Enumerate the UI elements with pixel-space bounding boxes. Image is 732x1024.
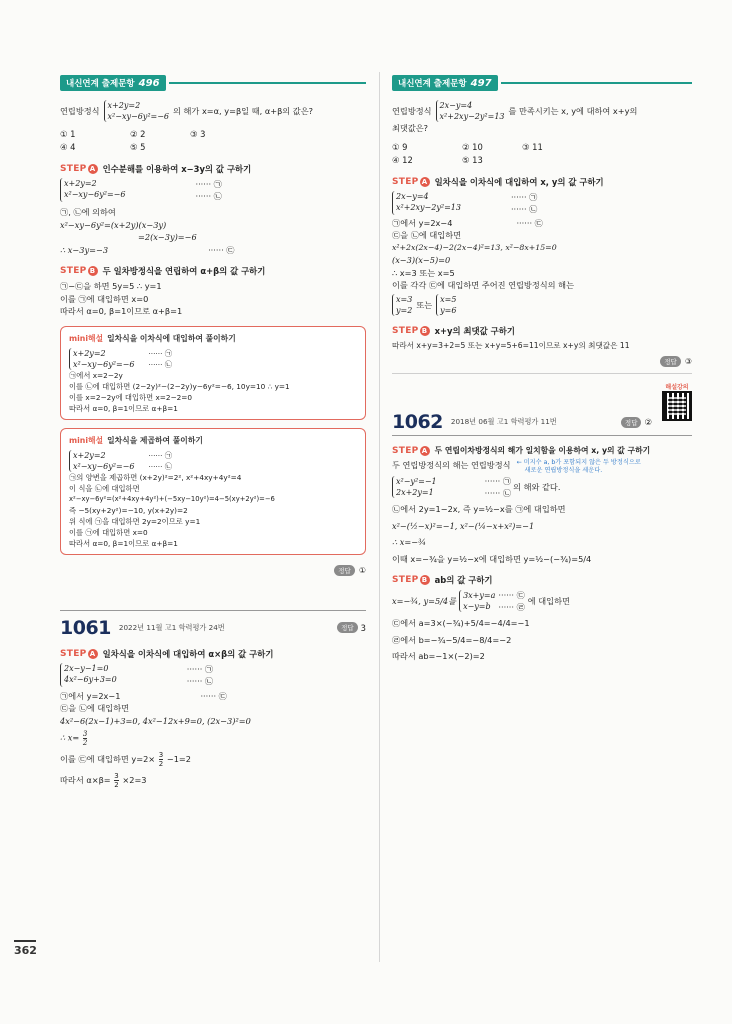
solution-line: ㉢을 ㉡에 대입하면 xyxy=(60,703,130,713)
problem-1061-header xyxy=(60,610,366,639)
equation-2: x²−xy−6y²=−6 xyxy=(73,359,135,369)
header-num: 497 xyxy=(470,77,492,89)
equation-1: 2x−y=4 xyxy=(396,191,429,201)
equation-system xyxy=(104,100,169,122)
step-tag-text: STEP xyxy=(392,325,419,336)
mini-line: 이를 x=2−2y에 대입하면 x=2−2=0 xyxy=(69,392,193,402)
step-letter: B xyxy=(420,326,430,336)
system-b-row xyxy=(392,589,692,613)
solution-line: x=−¾, y=5/4를 xyxy=(392,595,457,606)
equation-2: x²+2xy−2y²=13 xyxy=(396,202,461,212)
step-letter: B xyxy=(420,575,430,585)
equation-2: x²+2xy−2y²=13 xyxy=(439,112,505,121)
answer-pill: 정답 xyxy=(621,417,642,428)
system-497 xyxy=(392,191,692,215)
mark-1: ······ ㉠ xyxy=(148,450,173,460)
header-badge xyxy=(392,75,498,91)
equation-2: x²−xy−6y²=−6 xyxy=(73,461,135,471)
step-title: 일차식을 이차식에 대입하여 x, y의 값 구하기 xyxy=(434,176,604,187)
step-a-heading-497 xyxy=(392,176,692,188)
mark: ······ ㉢ xyxy=(516,217,543,228)
problem-number: 1061 xyxy=(60,616,111,639)
fraction xyxy=(114,772,118,789)
solution-line: ㉢을 ㉡에 대입하면 xyxy=(392,230,462,240)
mini-solution-1 xyxy=(60,326,366,420)
step-tag-text: STEP xyxy=(392,445,419,456)
solution-line: 두 연립방정식의 해는 연립방정식 xyxy=(392,460,511,470)
answer-value: ② xyxy=(644,417,652,427)
equation-marks xyxy=(485,475,511,499)
solution-line: 따라서 x+y=3+2=5 또는 x+y=5+6=11이므로 x+y의 최댓값은 11 xyxy=(392,340,630,350)
left-column xyxy=(60,74,366,789)
mark-2: ······ ㉡ xyxy=(148,461,173,471)
answer-496 xyxy=(60,565,366,576)
equation-system xyxy=(60,663,117,687)
mark-1: ······ ㉠ xyxy=(510,191,538,202)
mini-line: 따라서 α=0, β=1이므로 α+β=1 xyxy=(69,538,178,548)
step-title: x+y의 최댓값 구하기 xyxy=(434,325,515,336)
step-tag xyxy=(392,575,430,585)
header-badge xyxy=(60,75,166,91)
qr-wrap xyxy=(662,382,692,421)
question-496 xyxy=(60,100,366,122)
solution-x: x=5 xyxy=(440,294,457,304)
answer-value: ① xyxy=(358,565,366,575)
equation-2: x−y=b xyxy=(463,602,491,611)
problem-source: 2022년 11월 고1 학력평가 24번 xyxy=(118,622,225,632)
mini-title-text: 일차식을 제곱하여 풀이하기 xyxy=(107,435,203,445)
solution-line: ㉠, ㉡에 의하여 xyxy=(60,207,116,217)
step-title: 인수분해를 이용하여 x−3y의 값 구하기 xyxy=(102,164,252,174)
choice-5: ⑤ 5 xyxy=(130,142,146,152)
equation-2: x²−xy−6y²=−6 xyxy=(107,112,170,121)
choice-4: ④ 4 xyxy=(60,142,76,152)
denominator: 2 xyxy=(158,760,164,768)
solution-y: y=2 xyxy=(396,305,413,315)
step-tag-text: STEP xyxy=(60,648,87,659)
step-a-heading xyxy=(60,163,366,175)
solution-line: ∴ x=3 또는 x=5 xyxy=(392,267,455,278)
solution-line xyxy=(60,751,366,768)
step-tag xyxy=(60,164,98,174)
solution-2 xyxy=(436,294,456,316)
solution-line: x²+2x(2x−4)−2(2x−4)²=13, x²−8x+15=0 xyxy=(392,242,557,252)
solution-line: 따라서 α=0, β=1이므로 α+β=1 xyxy=(60,306,183,316)
mini-line: 이 식을 ㉡에 대입하면 xyxy=(69,483,140,493)
note-row xyxy=(392,459,692,475)
choice-3: ③ 3 xyxy=(190,129,206,139)
equation-2: 2x+2y=1 xyxy=(396,488,434,497)
step-tag-text: STEP xyxy=(392,575,419,585)
header-rule xyxy=(501,82,692,84)
mini-title xyxy=(69,435,357,446)
step-letter: A xyxy=(88,164,98,174)
denominator: 2 xyxy=(114,781,119,789)
equation-1: x+2y=2 xyxy=(73,450,106,460)
choice-5: ⑤ 13 xyxy=(462,154,483,165)
choices-496 xyxy=(60,128,366,154)
question-prefix: 연립방정식 xyxy=(60,106,100,116)
mark-1: ······ ㉠ xyxy=(186,663,214,674)
solution-suffix: 에 대입하면 xyxy=(527,596,570,606)
equation-marks xyxy=(148,450,172,472)
qr-label: 해설강의 xyxy=(665,384,689,391)
mark-1: ······ ㉠ xyxy=(148,348,173,358)
step-letter: A xyxy=(420,177,430,187)
mark-2: ······ ㉡ xyxy=(186,675,214,686)
section-rule xyxy=(392,373,692,374)
solution-line: ∴ x−3y=−3 xyxy=(60,244,109,255)
expr-text: 이를 ㉢에 대입하면 y=2× xyxy=(60,754,156,764)
solution-line: 이를 각각 ㉢에 대입하면 주어진 연립방정식의 해는 xyxy=(392,280,574,290)
mini-system xyxy=(69,348,357,370)
equation-marks xyxy=(148,348,172,370)
choice-1: ① 9 xyxy=(392,141,408,152)
choice-3: ③ 11 xyxy=(522,141,543,152)
step-title: 두 일차방정식을 연립하여 α+β의 값 구하기 xyxy=(102,266,266,276)
problem-source: 2018년 06월 고1 학력평가 11번 xyxy=(450,417,557,426)
note xyxy=(517,459,641,475)
mark-1: ······ ㉢ xyxy=(498,590,525,600)
header-label: 내신연계 출제문항 xyxy=(398,79,467,89)
header-496 xyxy=(60,74,366,92)
mark-2: ······ ㉣ xyxy=(498,602,525,612)
question-prefix: 연립방정식 xyxy=(392,106,432,116)
step-letter: A xyxy=(420,446,430,456)
choices-497 xyxy=(392,141,692,167)
step-title: ab의 값 구하기 xyxy=(434,575,493,585)
equation-1: x+2y=2 xyxy=(73,348,106,358)
mini-tag: mini해설 xyxy=(69,333,104,343)
solution-line-row xyxy=(392,217,692,230)
answer-pill: 정답 xyxy=(334,565,355,576)
system-a xyxy=(60,178,366,202)
choice-1: ① 1 xyxy=(60,129,76,139)
solution-line-row xyxy=(60,690,366,703)
equation-system xyxy=(436,100,505,122)
fraction xyxy=(159,751,163,768)
mini-line: ㉠에서 x=2−2y xyxy=(69,370,123,380)
note-line: ← 미지수 a, b가 포함되지 않은 두 방정식으로 xyxy=(516,459,641,466)
equation-system xyxy=(69,348,134,370)
fraction xyxy=(83,730,87,747)
expr-text: −1=2 xyxy=(166,754,191,764)
mini-system xyxy=(69,450,357,472)
solution-line: (x−3)(x−5)=0 xyxy=(392,255,451,265)
mini-line: 따라서 α=0, β=1이므로 α+β=1 xyxy=(69,403,178,413)
solution-line: ㉢에서 a=3×(−¾)+5/4=−4/4=−1 xyxy=(392,618,530,628)
step-letter: B xyxy=(88,266,98,276)
mini-line: 이를 ㉡에 대입하면 (2−2y)²−(2−2y)y−6y²=−6, 10y=10 ∴ y=1 xyxy=(69,381,290,391)
solution-line: 이때 x=−¾을 y=½−x에 대입하면 y=½−(−¾)=5/4 xyxy=(392,553,592,564)
system-1062 xyxy=(392,475,692,499)
expr-text: ∴ x= xyxy=(60,732,80,743)
numerator: 3 xyxy=(158,751,164,759)
mini-tag: mini해설 xyxy=(69,435,104,445)
step-b-heading-497 xyxy=(392,325,692,337)
question-497 xyxy=(392,100,692,122)
choice-2: ② 10 xyxy=(462,141,483,152)
equation-marks xyxy=(511,191,537,215)
mark: ······ ㉢ xyxy=(208,244,235,255)
mini-line: 즉 −5(xy+2y²)=−10, y(x+2y)=2 xyxy=(69,505,188,515)
right-column xyxy=(392,74,692,663)
solution-line: ㉠−㉢을 하면 5y=5 ∴ y=1 xyxy=(60,281,162,291)
step-title: 두 연립이차방정식의 해가 일치함을 이용하여 x, y의 값 구하기 xyxy=(434,446,651,455)
mark-2: ······ ㉡ xyxy=(148,359,173,369)
solution-line: ∴ x=−¾ xyxy=(392,537,427,547)
step-a-heading-1061 xyxy=(60,648,366,660)
equation-system xyxy=(392,476,437,498)
equation-1: x+2y=2 xyxy=(107,101,141,110)
step-b-heading-1062 xyxy=(392,574,692,586)
problem-answer xyxy=(337,622,366,633)
mini-line: 위 식에 ㉠을 대입하면 2y=2이므로 y=1 xyxy=(69,516,201,526)
denominator: 2 xyxy=(82,739,88,747)
header-rule xyxy=(169,82,366,84)
note-line: 새로운 연립방정식을 세운다. xyxy=(524,467,603,474)
solution-line: ㉠에서 y=2x−1 xyxy=(60,690,121,701)
mark-1: ······ ㉠ xyxy=(195,179,222,189)
qr-code-icon[interactable] xyxy=(662,391,692,421)
solution-line: x²−(½−x)²=−1, x²−(¼−x+x²)=−1 xyxy=(392,520,535,531)
equation-1: 2x−y=4 xyxy=(439,101,473,110)
step-tag-text: STEP xyxy=(60,164,87,174)
numerator: 3 xyxy=(82,730,88,738)
mini-solution-2 xyxy=(60,428,366,555)
equation-system xyxy=(459,590,495,612)
solution-pair xyxy=(392,294,692,316)
step-b-heading xyxy=(60,265,366,277)
step-tag xyxy=(392,177,430,187)
column-divider xyxy=(379,72,380,962)
mini-title xyxy=(69,333,357,344)
equation-1: x+2y=2 xyxy=(64,179,97,188)
solution-line: 4x²−6(2x−1)+3=0, 4x²−12x+9=0, (2x−3)²=0 xyxy=(60,715,251,726)
mark-2: ······ ㉡ xyxy=(510,203,538,214)
question-suffix-2: 최댓값은? xyxy=(392,123,428,133)
answer-pill: 정답 xyxy=(660,356,681,367)
mini-line: x²−xy−6y²=(x²+4xy+4y²)+(−5xy−10y²)=4−5(xy+2y²)=−6 xyxy=(69,494,275,503)
equation-marks xyxy=(195,178,221,202)
question-suffix: 의 해가 x=α, y=β일 때, α+β의 값은? xyxy=(173,106,313,116)
mini-line: 이를 ㉠에 대입하면 x=0 xyxy=(69,527,148,537)
solution-line: ㉡에서 2y=1−2x, 즉 y=½−x를 ㉠에 대입하면 xyxy=(392,504,566,514)
solution-line xyxy=(60,730,366,747)
system-1061 xyxy=(60,663,366,687)
mark-2: ······ ㉡ xyxy=(484,488,512,498)
expr-text: ×2=3 xyxy=(122,775,147,785)
solution-y: y=6 xyxy=(440,305,457,315)
step-title: 일차식을 이차식에 대입하여 α×β의 값 구하기 xyxy=(102,648,274,659)
equation-marks xyxy=(498,589,524,613)
system-suffix: 의 해와 같다. xyxy=(513,482,561,492)
mark-1: ······ ㉠ xyxy=(484,476,512,486)
equation-2: x²−xy−6y²=−6 xyxy=(64,190,126,199)
solution-x: x=3 xyxy=(396,294,413,304)
numerator: 3 xyxy=(114,772,119,780)
header-497 xyxy=(392,74,692,92)
step-tag-text: STEP xyxy=(392,176,419,187)
solution-line: 이를 ㉠에 대입하면 x=0 xyxy=(60,293,149,304)
solution-line-row xyxy=(60,244,366,257)
solution-line: ㉣에서 b=−¾−5/4=−8/4=−2 xyxy=(392,634,512,645)
step-letter: A xyxy=(88,649,98,659)
solution-line: 따라서 ab=−1×(−2)=2 xyxy=(392,651,485,661)
equation-system xyxy=(392,191,461,215)
equation-system xyxy=(69,450,134,472)
problem-1062-header xyxy=(392,405,692,433)
answer-value: 3 xyxy=(360,622,366,633)
choice-2: ② 2 xyxy=(130,129,146,139)
answer-value: ③ xyxy=(684,357,692,366)
step-a-heading-1062 xyxy=(392,445,692,456)
equation-marks xyxy=(187,663,213,687)
solution-line: ㉠에서 y=2x−4 xyxy=(392,217,453,228)
problem-answer xyxy=(621,417,652,428)
step-tag-text: STEP xyxy=(60,266,87,276)
mini-title-text: 일차식을 이차식에 대입하여 풀이하기 xyxy=(107,333,236,343)
equation-1: 3x+y=a xyxy=(463,591,496,600)
equation-system xyxy=(60,178,125,202)
header-label: 내신연계 출제문항 xyxy=(66,79,135,89)
question-suffix: 를 만족시키는 x, y에 대하여 x+y의 xyxy=(508,106,638,116)
answer-pill: 정답 xyxy=(337,622,358,633)
step-tag xyxy=(60,266,98,276)
mini-line: ㉠의 양변을 제곱하면 (x+2y)²=2², x²+4xy+4y²=4 xyxy=(69,472,242,482)
answer-497 xyxy=(392,356,692,367)
section-rule xyxy=(392,435,692,436)
page-number-rule xyxy=(14,940,36,942)
equation-2: 4x²−6y+3=0 xyxy=(64,674,117,684)
page-number: 362 xyxy=(14,944,37,957)
solution-line: =2(x−3y)=−6 xyxy=(138,232,197,242)
solution-line: x²−xy−6y²=(x+2y)(x−3y) xyxy=(60,219,167,230)
problem-number: 1062 xyxy=(392,411,443,433)
equation-1: x²−y²=−1 xyxy=(396,477,437,486)
step-tag xyxy=(392,326,430,336)
header-num: 496 xyxy=(138,77,160,89)
equation-1: 2x−y−1=0 xyxy=(64,663,109,673)
mark-2: ······ ㉡ xyxy=(195,191,222,201)
solution-1 xyxy=(392,294,412,316)
mark: ······ ㉢ xyxy=(200,690,227,701)
step-tag xyxy=(392,446,430,456)
choice-4: ④ 12 xyxy=(392,154,413,165)
or-text: 또는 xyxy=(416,299,433,310)
solution-line xyxy=(60,772,366,789)
step-tag xyxy=(60,649,98,659)
expr-text: 따라서 α×β= xyxy=(60,775,111,785)
